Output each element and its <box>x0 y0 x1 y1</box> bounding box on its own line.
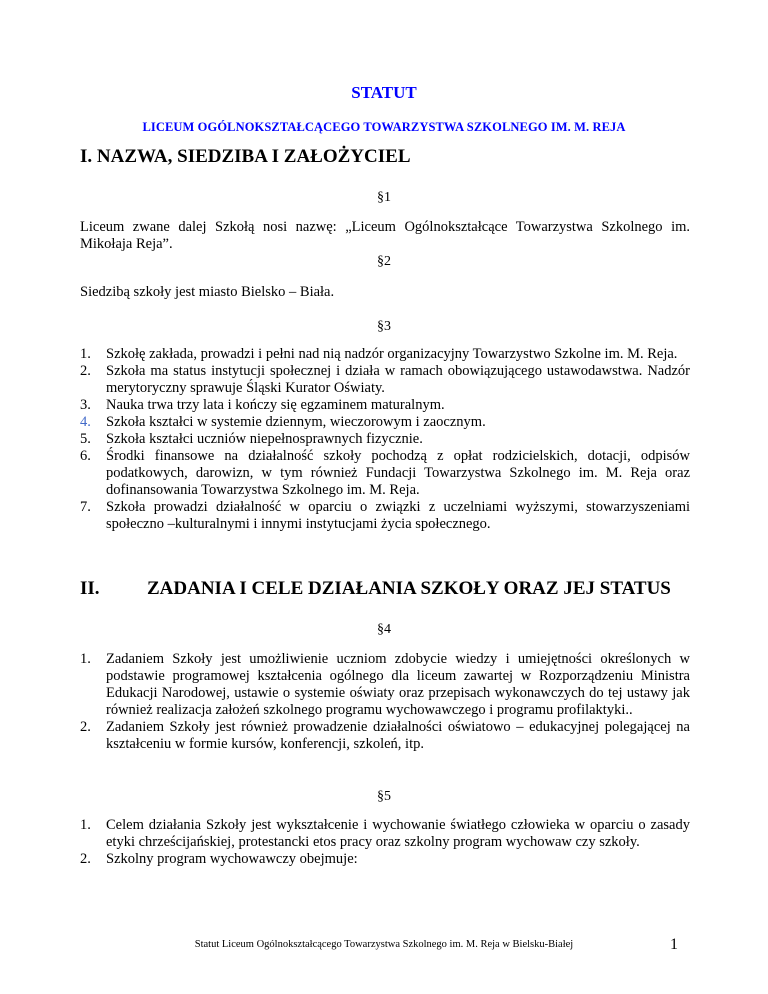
paragraph-sign-5: §5 <box>377 789 391 804</box>
document-subtitle: LICEUM OGÓLNOKSZTAŁCĄCEGO TOWARZYSTWA SZKOLNEGO IM. M. REJA <box>142 120 626 134</box>
paragraph-5-list <box>80 817 690 868</box>
list-item: 1. Celem działania Szkoły jest wykształcenie i wychowanie światłego człowieka w oparciu o zasady etyki chrześcijańskiej, protestancki etos pracy oraz szkolny program wychowaw czy szkoły. <box>80 817 690 850</box>
paragraph-2-text: Siedzibą szkoły jest miasto Bielsko – Biała. <box>80 284 335 300</box>
page-number: 1 <box>670 936 678 953</box>
list-item: 3. Nauka trwa trzy lata i kończy się egzaminem maturalnym. <box>80 397 445 413</box>
paragraph-sign-1: §1 <box>377 190 391 205</box>
paragraph-1-text: Liceum zwane dalej Szkołą nosi nazwę: „Liceum Ogólnokształcące Towarzystwa Szkolnego im. Mikołaja Reja”. <box>80 219 690 252</box>
section-1-heading: I. NAZWA, SIEDZIBA I ZAŁOŻYCIEL <box>80 146 411 167</box>
paragraph-sign-2: §2 <box>377 254 391 269</box>
section-2-numeral: II. <box>80 578 100 599</box>
list-item: 4. Szkoła kształci w systemie dziennym, wieczorowym i zaocznym. <box>80 414 486 430</box>
list-item: 6. Środki finansowe na działalność szkoły pochodzą z opłat rodzicielskich, dotacji, odpisów podatkowych, darowizn, w tym również Fundacji Towarzystwa Szkolnego im. M. Reja oraz dofinansowania Towarzystwa Szkolnego im. M. Reja. <box>80 448 690 498</box>
paragraph-3-list <box>80 346 690 533</box>
list-item: 2. Szkoła ma status instytucji społecznej i działa w ramach obowiązującego ustawodawstwa. Nadzór merytoryczny sprawuje Śląski Kurator Oświaty. <box>80 363 690 396</box>
list-item: 1. Szkołę zakłada, prowadzi i pełni nad nią nadzór organizacyjny Towarzystwo Szkolne im. M. Reja. <box>80 346 678 362</box>
list-item: 2. Zadaniem Szkoły jest również prowadzenie działalności oświatowo – edukacyjnej polegającej na kształceniu w formie kursów, konferencji, szkoleń, itp. <box>80 719 690 752</box>
list-item: 2. Szkolny program wychowawczy obejmuje: <box>80 851 358 867</box>
paragraph-4-list <box>80 651 690 753</box>
section-2-heading: ZADANIA I CELE DZIAŁANIA SZKOŁY ORAZ JEJ STATUS <box>147 578 671 599</box>
page-footer: Statut Liceum Ogólnokształcącego Towarzystwa Szkolnego im. M. Reja w Bielsku-Białej <box>194 939 574 950</box>
paragraph-sign-3: §3 <box>377 319 391 334</box>
list-item: 1. Zadaniem Szkoły jest umożliwienie uczniom zdobycie wiedzy i umiejętności określonych w podstawie programowej kształcenia ogólnego dla liceum zawartej w Rozporządzeniu Ministra Edukacji Narodowej, ustawie o systemie oświaty oraz przepisach wykonawczych do tej ustawy jak również realizacja założeń szkolnego programu wychowawczego i programu profilaktyki.. <box>80 651 690 718</box>
document-title: STATUT <box>351 83 417 102</box>
paragraph-sign-4: §4 <box>377 622 391 637</box>
list-item: 7. Szkoła prowadzi działalność w oparciu o związki z uczelniami wyższymi, stowarzyszeniami społeczno –kulturalnymi i innymi instytucjami życia społecznego. <box>80 499 690 532</box>
list-item: 5. Szkoła kształci uczniów niepełnosprawnych fizycznie. <box>80 431 423 447</box>
